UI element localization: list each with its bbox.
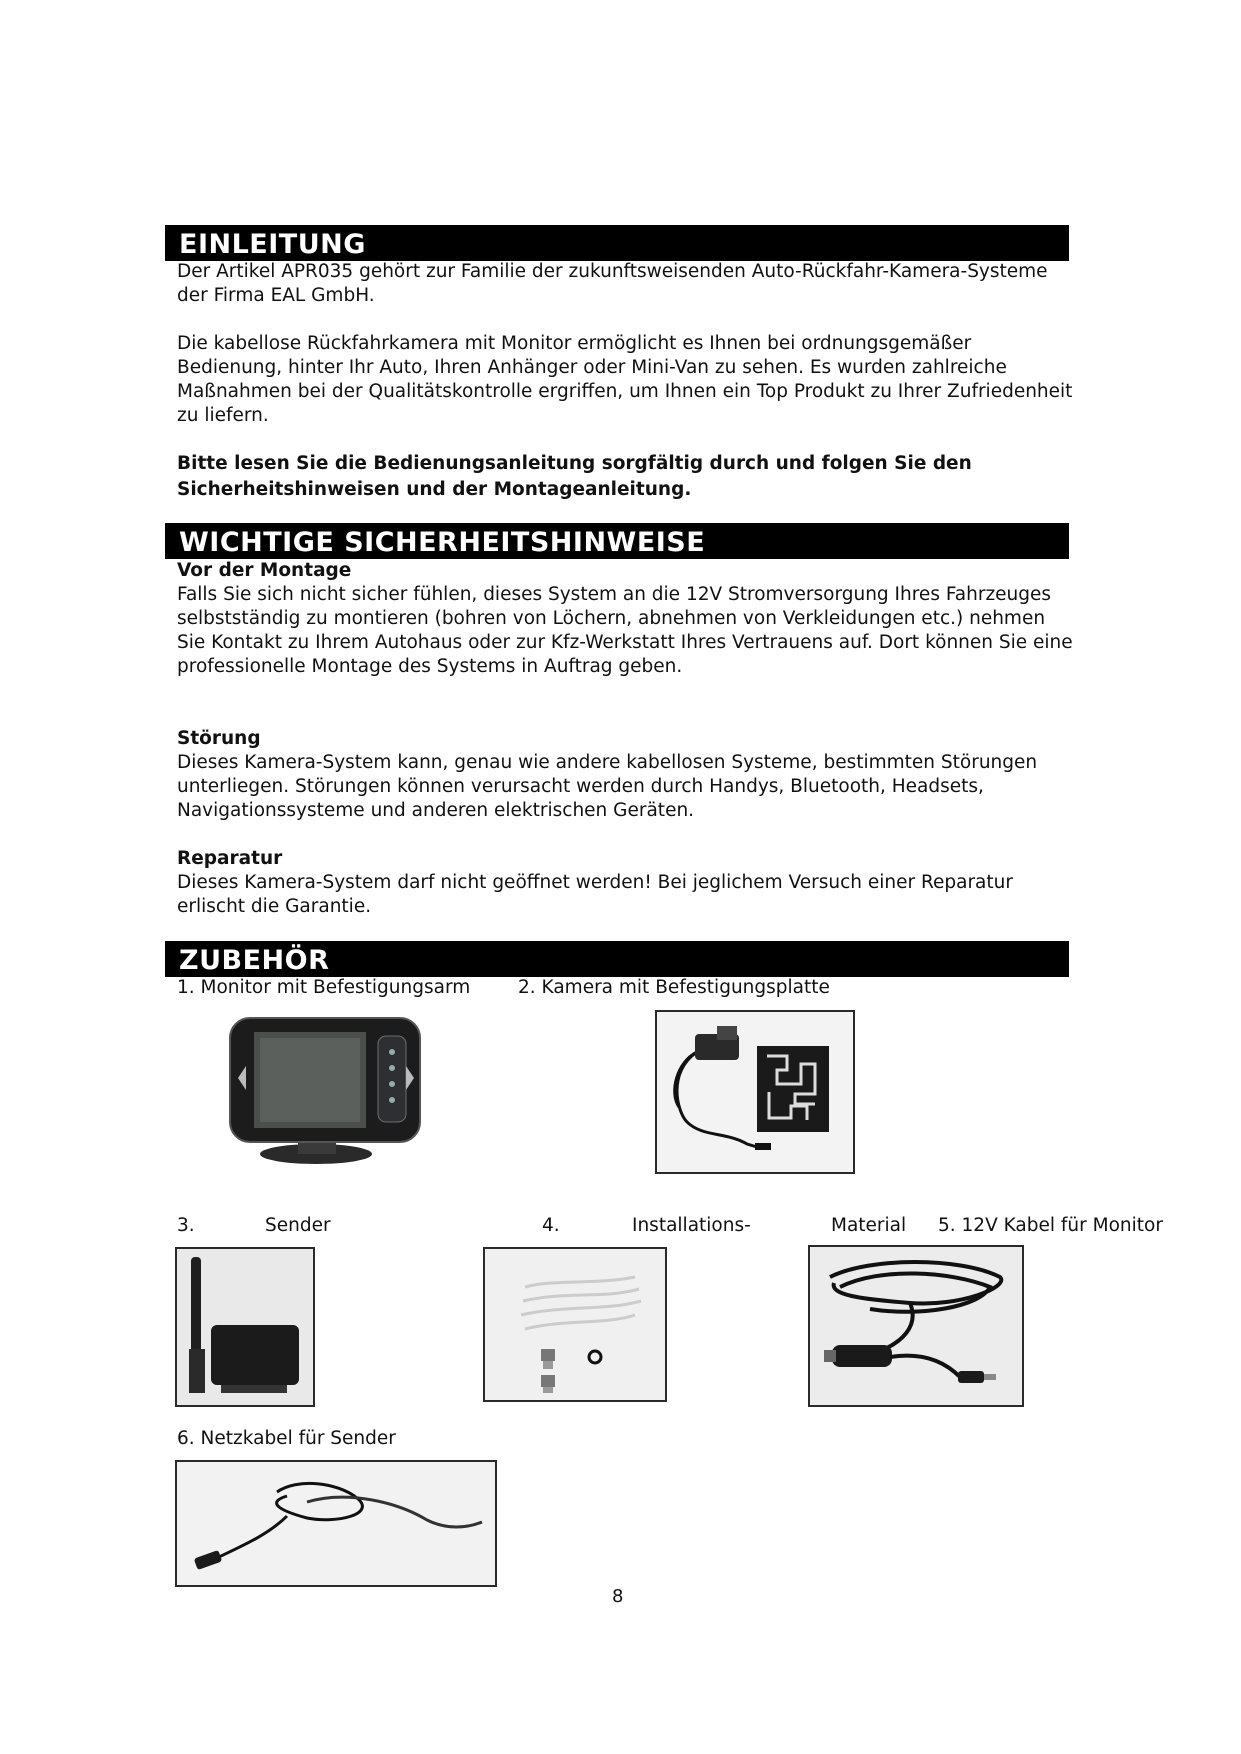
- accessory-label-install-num: 4.: [542, 1215, 560, 1236]
- page-number: 8: [612, 1586, 624, 1607]
- monitor-photo: [228, 1016, 424, 1166]
- section-header-accessories: ZUBEHÖR: [165, 941, 1069, 977]
- accessory-label-sender: Sender: [265, 1215, 331, 1236]
- sender-photo: [175, 1247, 315, 1407]
- section-header-safety: WICHTIGE SICHERHEITSHINWEISE: [165, 523, 1069, 559]
- accessory-label-sender-num: 3.: [177, 1215, 195, 1236]
- accessory-label-cable-monitor: 5. 12V Kabel für Monitor: [938, 1215, 1163, 1236]
- accessory-label-install-a: Installations-: [632, 1215, 751, 1236]
- mount-text: Falls Sie sich nicht sicher fühlen, dieses System an die 12V Stromversorgung Ihres Fahrzeuges selbstständig zu montieren (bohren von Löchern, abnehmen von Verkleidungen etc.) nehmen Sie Kontakt zu Ihrem Autohaus oder zur Kfz-Werkstatt Ihres Vertrauens auf. Dort können Sie eine professionelle Montage des Systems in Auftrag geben.: [177, 584, 1073, 677]
- accessory-label-sender-cable: 6. Netzkabel für Sender: [177, 1428, 396, 1449]
- accessory-label-camera: 2. Kamera mit Befestigungsplatte: [518, 977, 830, 998]
- repair-heading: Reparatur: [177, 848, 283, 869]
- cable-12v-photo: [808, 1245, 1024, 1407]
- interference-text: Dieses Kamera-System kann, genau wie andere kabellosen Systeme, bestimmten Störungen unterliegen. Störungen können verursacht werden durch Handys, Bluetooth, Headsets, Navigationssysteme und anderen elektrischen Geräten.: [177, 752, 1038, 821]
- accessory-label-install-b: Material: [831, 1215, 907, 1236]
- mount-heading: Vor der Montage: [177, 560, 352, 581]
- intro-notice: Bitte lesen Sie die Bedienungsanleitung sorgfältig durch und folgen Sie den Sicherheitshinweisen und der Montageanleitung.: [177, 453, 972, 500]
- camera-photo: [655, 1010, 855, 1174]
- accessory-label-monitor: 1. Monitor mit Befestigungsarm: [177, 977, 471, 998]
- intro-paragraph-1: Der Artikel APR035 gehört zur Familie der zukunftsweisenden Auto-Rückfahr-Kamera-Systeme der Firma EAL GmbH.: [177, 261, 1048, 306]
- interference-heading: Störung: [177, 728, 261, 749]
- repair-text: Dieses Kamera-System darf nicht geöffnet werden! Bei jeglichem Versuch einer Reparatur erlischt die Garantie.: [177, 872, 1013, 917]
- installation-material-photo: [483, 1247, 667, 1402]
- sender-power-cable-photo: [175, 1460, 497, 1587]
- section-header-intro: EINLEITUNG: [165, 225, 1069, 261]
- intro-paragraph-2: Die kabellose Rückfahrkamera mit Monitor ermöglicht es Ihnen bei ordnungsgemäßer Bedienung, hinter Ihr Auto, Ihren Anhänger oder Mini-Van zu sehen. Es wurden zahlreiche Maßnahmen bei der Qualitätskontrolle ergriffen, um Ihnen ein Top Produkt zu Ihrer Zufriedenheit zu liefern.: [177, 333, 1073, 426]
